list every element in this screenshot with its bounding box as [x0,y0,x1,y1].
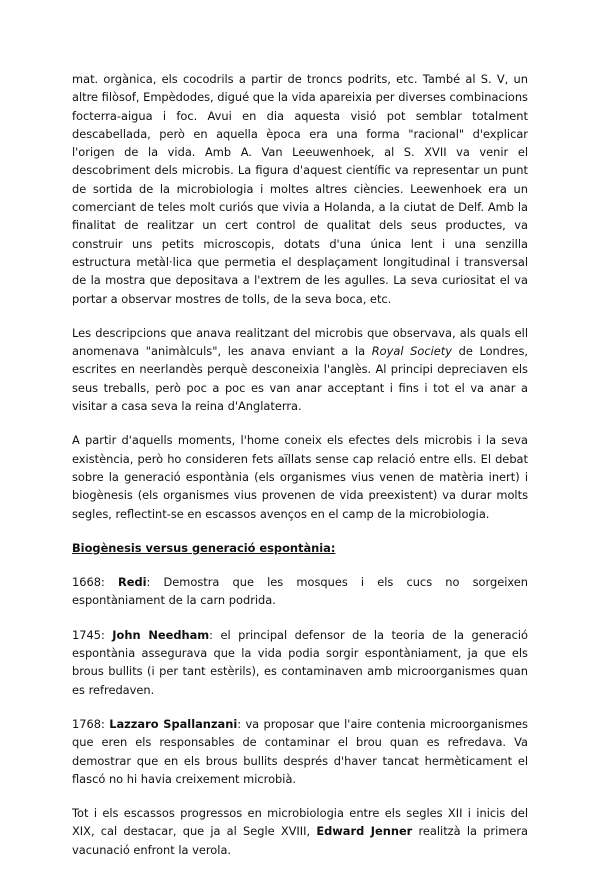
paragraph-text: Les descripcions que anava realitzant del microbis que observava, als quals ell anomenava "animàlculs", les anava enviant a la [72,325,528,359]
entry-year: 1668: [72,575,118,590]
entry-name: Lazzaro Spallanzani [109,716,238,731]
entry-year: 1768: [72,716,110,731]
entry-text: : Demostra que les mosques i els cucs no sorgeixen espontàniament de la carn podrida. [72,575,528,608]
entry-text: : el principal defensor de la teoria de la generació espontània assegurava que la vida podia sorgir espontàniament, ja que els brous bullits (i per tant estèrils), es contaminaven amb microorganismes quan es refredaven. [72,627,528,697]
paragraph-text: Tot i els escassos progressos en microbiologia entre els segles XII i inicis del XIX, cal destacar, que ja al Segle XVIII, [72,806,528,839]
entry-name: Redi [117,575,147,590]
paragraph-royal-society [72,324,528,415]
entry-spallanzani [72,715,528,788]
entry-needham [72,626,528,699]
paragraph-text: de Londres, escrites en neerlandès perquè desconeixia l'anglès. Al principi depreciaven els seus treballs, però poc a poc es van anar acceptant i fins i tot el va anar a visitar a casa seva la reina d'Anglaterra. [72,344,528,414]
entry-name: John Needham [112,627,210,642]
entry-redi [72,573,528,610]
document-page [72,70,528,875]
paragraph-leeuwenhoek: mat. orgànica, els cocodrils a partir de troncs podrits, etc. També al S. V, un altre filòsof, Empèdodes, digué que la vida apareixia per diverses combinacions focterra-aigua i foc. Avui en dia aquesta visió pot semblar totalment descabellada, però en aquella època era una forma "racional" d'explicar l'origen de la vida. Amb A. Van Leeuwenhoek, al S. XVII va venir el descobriment dels microbis. La figura d'aquest científic va representar un punt de sortida de la microbiologia i moltes altres ciències. Leewenhoek era un comerciant de teles molt curiós que vivia a Holanda, a la ciutat de Delf. Amb la finalitat de realitzar un cert control de qualitat dels seus productes, va construir uns petits microscopis, dotats d'una única lent i una senzilla estructura metàl·lica que permetia el desplaçament longitudinal i transversal de la mostra que depositava a l'extrem de les agulles. La seva curiositat el va portar a observar mostres de tolls, de la seva boca, etc. [72,72,528,306]
paragraph-jenner [72,804,528,859]
entry-text: : va proposar que l'aire contenia microorganismes que eren els responsables de contaminar el brou quan es refredava. Va demostrar que en els brous bullits després d'haver tancat hermèticament el flascó no hi havia creixement microbià. [72,716,528,786]
paragraph-spontaneous-generation: A partir d'aquells moments, l'home coneix els efectes dels microbis i la seva existència, però ho consideren fets aïllats sense cap relació entre ells. El debat sobre la generació espontània (els organismes vius venen de matèria inert) i biogènesis (els organismes vius provenen de vida preexistent) va durar molts segles, reflectint-se en escassos avenços en el camp de la microbiologia. [72,433,528,521]
paragraph-text: realitzà la primera vacunació enfront la verola. [72,824,528,857]
jenner-name: Edward Jenner [316,824,413,839]
entry-year: 1745: [72,627,113,642]
section-heading: Biogènesis versus generació espontània: [72,540,336,555]
royal-society-emphasis: Royal Society [371,344,452,359]
